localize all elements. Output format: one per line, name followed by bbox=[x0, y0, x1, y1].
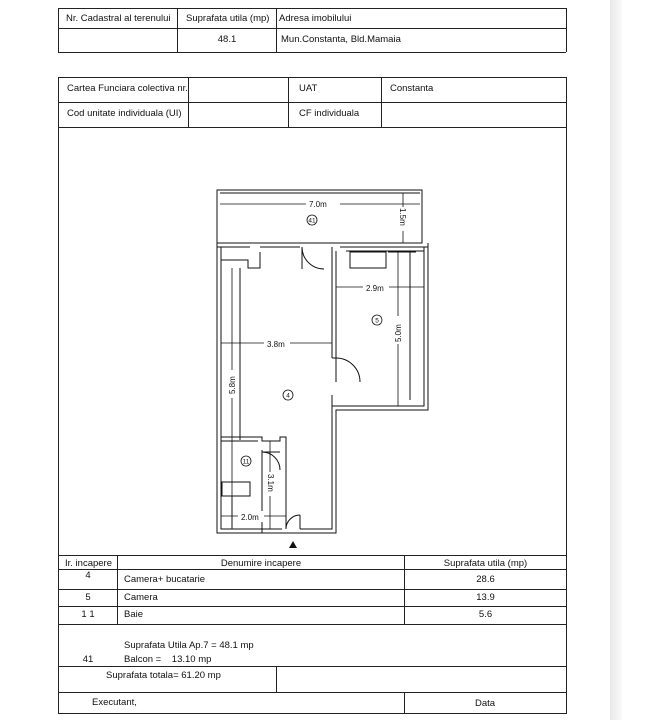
dim-bath-depth: 3.1m bbox=[266, 474, 275, 492]
data-label: Data bbox=[475, 698, 496, 709]
dim-balcony-depth: 1.5m bbox=[398, 208, 407, 226]
entrance-marker bbox=[289, 541, 297, 548]
summary-nr: 41 bbox=[82, 654, 94, 665]
row-4-area: 28.6 bbox=[476, 574, 495, 585]
balcony-outline bbox=[217, 190, 422, 243]
area-label: Suprafata utila (mp) bbox=[186, 13, 270, 24]
dim-room4-width: 3.8m bbox=[267, 340, 285, 349]
apartment-outline bbox=[217, 243, 428, 533]
area-value: 48.1 bbox=[217, 34, 237, 45]
row-11-area: 5.6 bbox=[478, 609, 493, 620]
row-11-name: Baie bbox=[124, 609, 144, 620]
carte-funciara-label: Cartea Funciara colectiva nr. bbox=[67, 83, 188, 94]
col-header-nr: Ir. incapere bbox=[65, 558, 112, 569]
room-number-4: 4 bbox=[286, 392, 290, 400]
row-4-nr: 4 bbox=[85, 570, 91, 581]
row-5-area: 13.9 bbox=[476, 592, 495, 603]
room-number-5: 5 bbox=[375, 317, 379, 325]
row-5-nr: 5 bbox=[85, 592, 91, 603]
dim-overall-width: 7.0m bbox=[309, 200, 327, 209]
executant-label: Executant, bbox=[92, 697, 137, 708]
cf-individuala-label: CF individuala bbox=[299, 108, 360, 119]
cadastral-label: Nr. Cadastral al terenului bbox=[66, 13, 171, 24]
room-number-bath: 11 bbox=[242, 458, 250, 466]
dim-room4-depth: 5.8m bbox=[228, 376, 237, 394]
room-number-balcony: 41 bbox=[308, 217, 316, 225]
uat-value: Constanta bbox=[390, 83, 434, 94]
dim-room5-width: 2.9m bbox=[366, 284, 384, 293]
address-label: Adresa imobilului bbox=[279, 13, 352, 24]
col-header-name: Denumire incapere bbox=[220, 558, 302, 569]
col-header-area: Suprafata utila (mp) bbox=[443, 558, 528, 569]
uat-label: UAT bbox=[299, 83, 318, 94]
cod-unitate-label: Cod unitate individuala (UI) bbox=[67, 108, 182, 119]
row-11-nr: 1 1 bbox=[81, 609, 95, 620]
address-value: Mun.Constanta, Bld.Mamaia bbox=[281, 34, 401, 45]
row-5-name: Camera bbox=[124, 592, 158, 603]
suprafata-utila-total: Suprafata Utila Ap.7 = 48.1 mp bbox=[124, 640, 254, 651]
suprafata-totala: Suprafata totala= 61.20 mp bbox=[106, 670, 221, 681]
balcon-area: Balcon = 13.10 mp bbox=[124, 654, 212, 665]
row-4-name: Camera+ bucatarie bbox=[124, 574, 206, 585]
dim-bath-width: 2.0m bbox=[241, 513, 259, 522]
dim-room5-depth: 5.0m bbox=[394, 324, 403, 342]
